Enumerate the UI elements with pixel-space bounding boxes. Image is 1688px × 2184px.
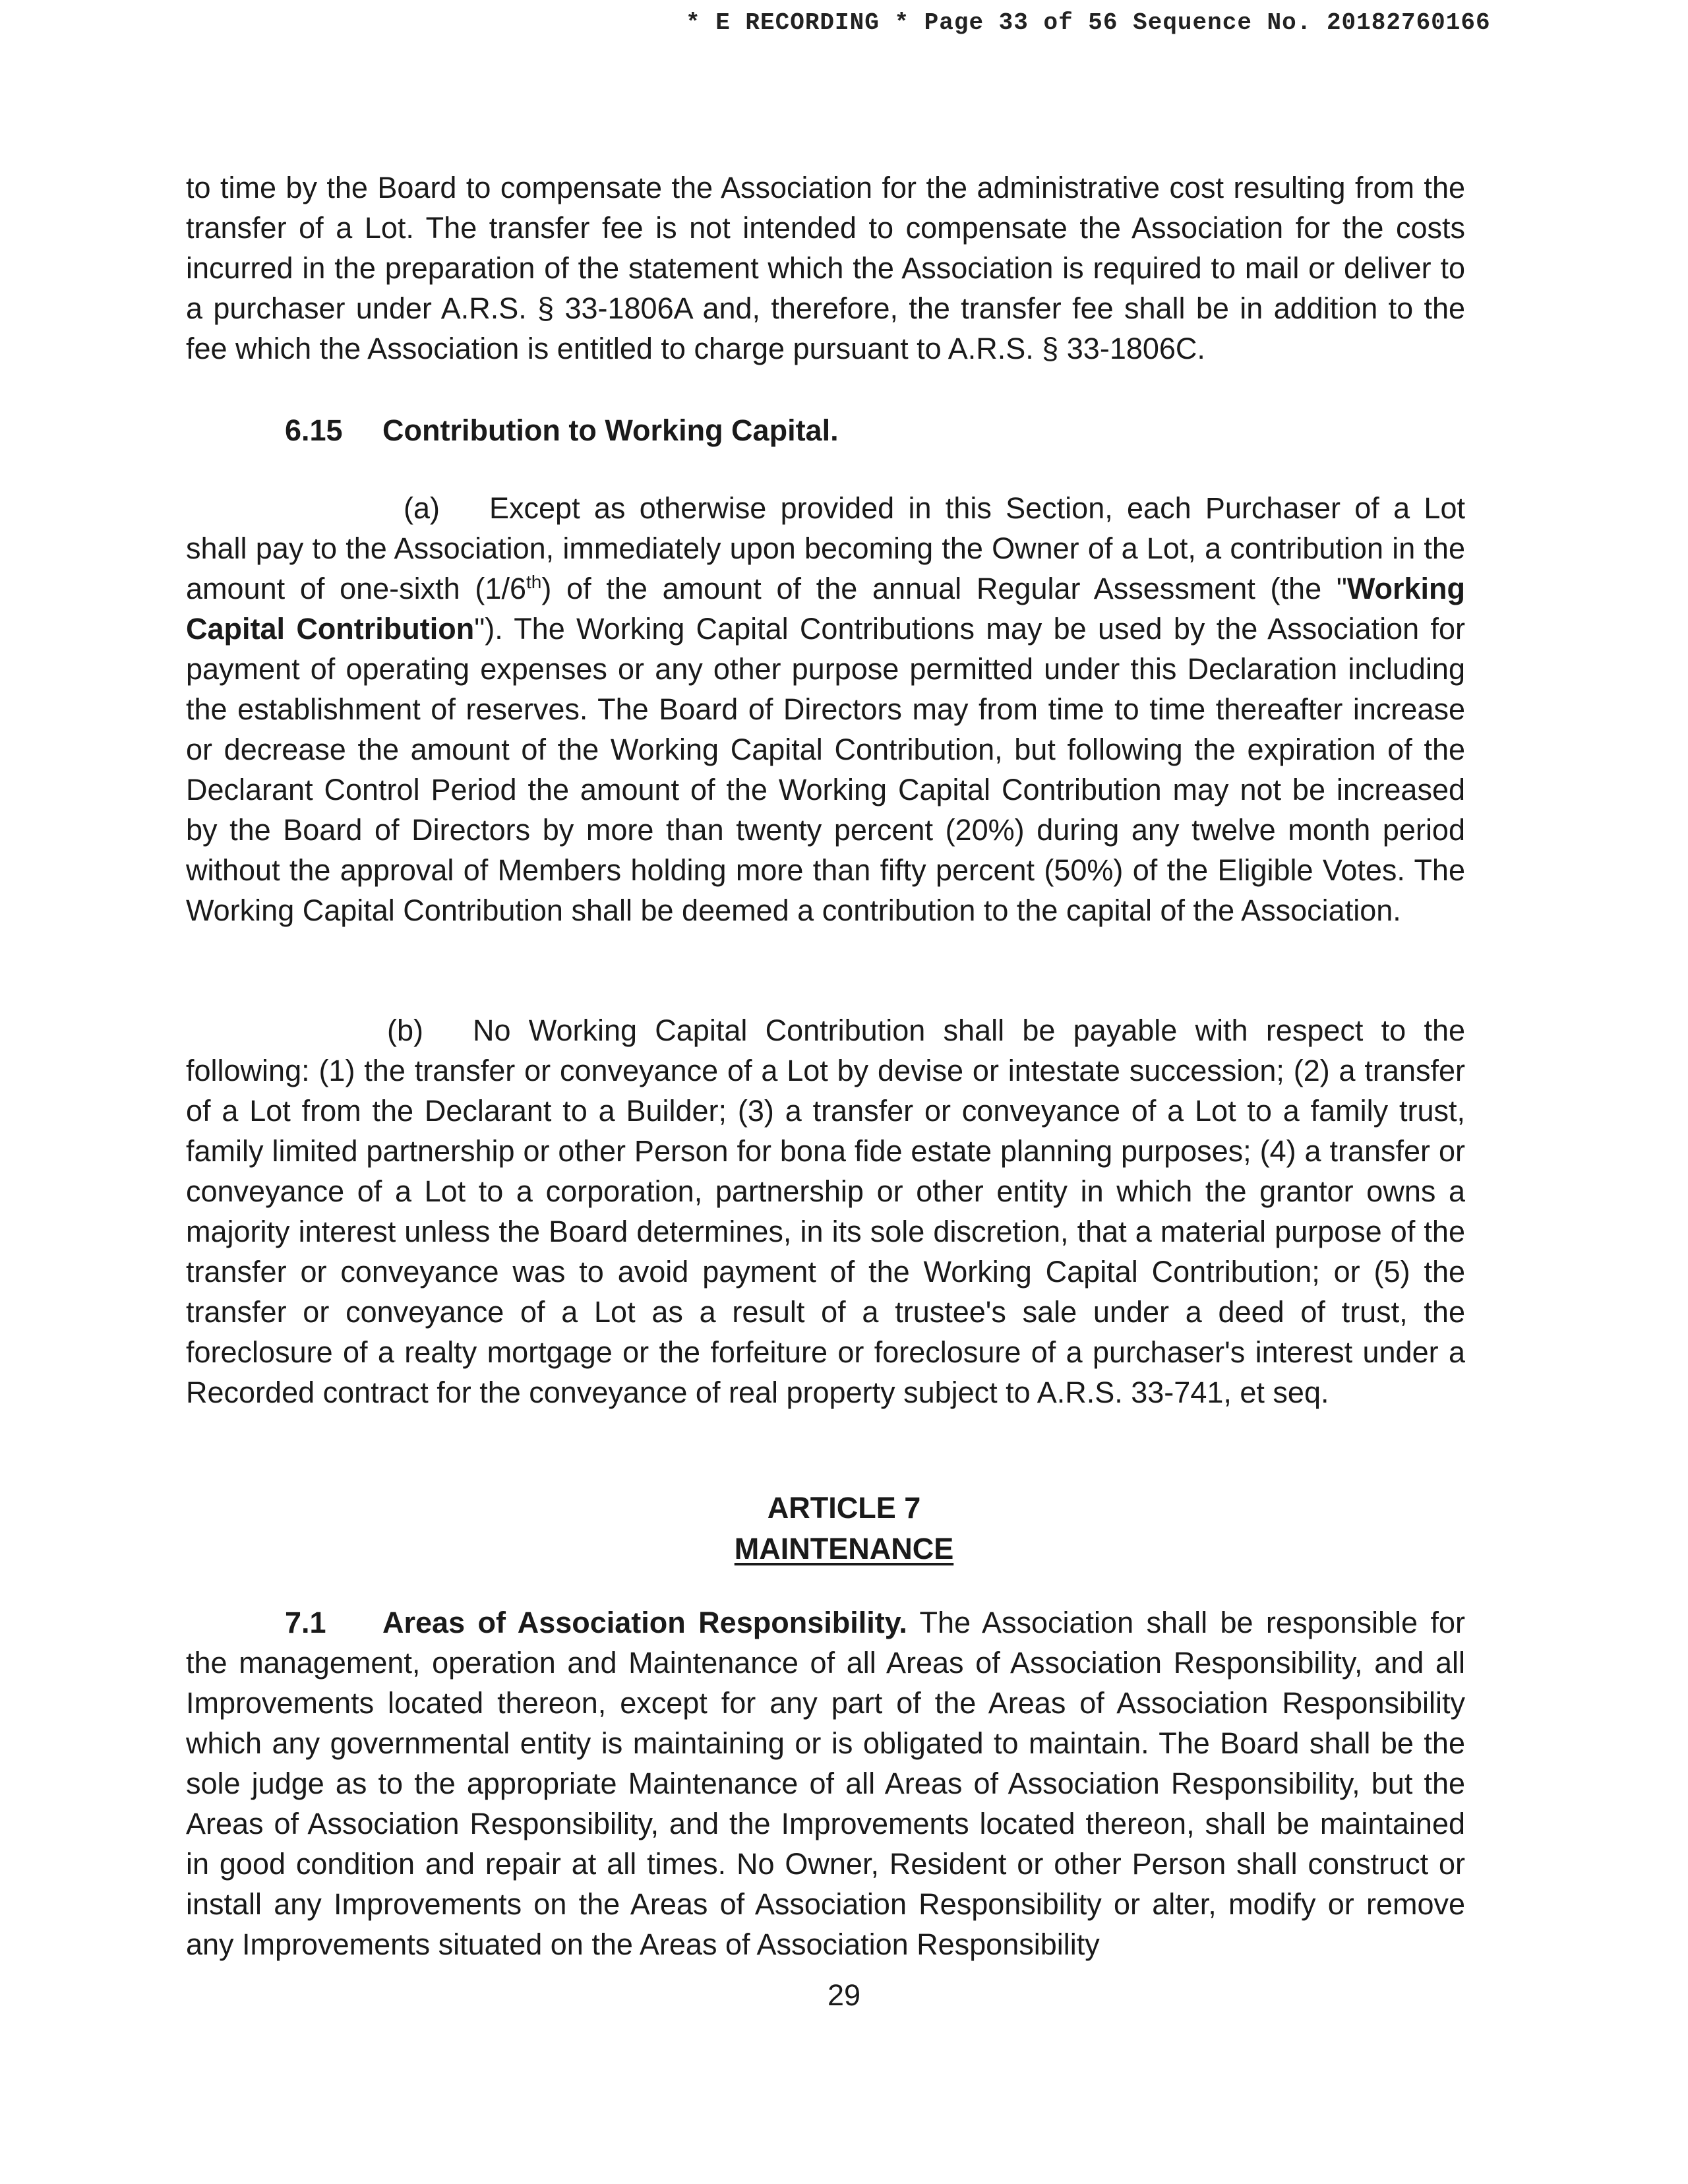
subsection-text-start: Except as otherwise provided in this Section, each Purchaser of a Lot shall pay to the Association, immediately upon becoming the Owner of a Lot, a contribution in the amount of one-sixth (1/6 (186, 491, 1465, 605)
paragraph-transfer-fee: to time by the Board to compensate the Association for the administrative cost resulting from the transfer of a Lot. The transfer fee is not intended to compensate the Association for the costs incurred in the preparation of the statement which the Association is required to mail or deliver to a purchaser under A.R.S. § 33-1806A and, therefore, the transfer fee shall be in addition to the fee which the Association is entitled to charge pursuant to A.R.S. § 33-1806C. (186, 171, 1465, 365)
section-7-1 (186, 1602, 1465, 1964)
section-title: Areas of Association Responsibility. (382, 1606, 907, 1639)
article-heading (0, 1488, 1688, 1569)
article-title: MAINTENANCE (734, 1532, 954, 1565)
recording-header: * E RECORDING * Page 33 of 56 Sequence No. 20182760166 (686, 9, 1491, 36)
section-number: 7.1 (285, 1606, 326, 1639)
section-text: The Association shall be responsible for the management, operation and Maintenance of all Areas of Association Responsibility, and all Improvements located thereon, except for any part of the Areas of Association Responsibility which any governmental entity is maintaining or is obligated to maintain. The Board shall be the sole judge as to the appropriate Maintenance of all Areas of Association Responsibility, but the Areas of Association Responsibility, and the Improvements located thereon, shall be maintained in good condition and repair at all times. No Owner, Resident or other Person shall construct or install any Improvements on the Areas of Association Responsibility or alter, modify or remove any Improvements situated on the Areas of Association Responsibility (186, 1606, 1465, 1961)
subsection-label: (b) (387, 1014, 423, 1047)
subsection-6-15-b (186, 1010, 1465, 1412)
subsection-text-end: "). The Working Capital Contributions may be used by the Association for payment of operating expenses or any other purpose permitted under this Declaration including the establishment of reserves. The Board of Directors may from time to time thereafter increase or decrease the amount of the Working Capital Contribution, but following the expiration of the Declarant Control Period the amount of the Working Capital Contribution may not be increased by the Board of Directors by more than twenty percent (20%) during any twelve month period without the approval of Members holding more than fifty percent (50%) of the Eligible Votes. The Working Capital Contribution shall be deemed a contribution to the capital of the Association. (186, 612, 1465, 927)
page-number: 29 (827, 1978, 861, 2012)
section-number: 6.15 (285, 413, 343, 447)
subsection-text: No Working Capital Contribution shall be payable with respect to the following: (1) the transfer or conveyance of a Lot by devise or intestate succession; (2) a transfer of a Lot from the Declarant to a Builder; (3) a transfer or conveyance of a Lot to a family trust, family limited partnership or other Person for bona fide estate planning purposes; (4) a transfer or conveyance of a Lot to a corporation, partnership or other entity in which the grantor owns a majority interest unless the Board determines, in its sole discretion, that a material purpose of the transfer or conveyance was to avoid payment of the Working Capital Contribution; or (5) the transfer or conveyance of a Lot as a result of a trustee's sale under a deed of trust, the foreclosure of a realty mortgage or the forfeiture or foreclosure of a purchaser's interest under a Recorded contract for the conveyance of real property subject to A.R.S. 33-741, et seq. (186, 1014, 1465, 1409)
ordinal-superscript: th (526, 572, 542, 592)
defined-term: Working Capital Contribution (186, 572, 1465, 646)
section-title: Contribution to Working Capital. (382, 413, 839, 447)
article-number: ARTICLE 7 (767, 1491, 921, 1525)
subsection-label: (a) (404, 491, 440, 525)
section-6-15-heading (285, 410, 839, 450)
subsection-6-15-a (186, 488, 1465, 930)
subsection-text-mid: ) of the amount of the annual Regular Assessment (the " (541, 572, 1347, 605)
